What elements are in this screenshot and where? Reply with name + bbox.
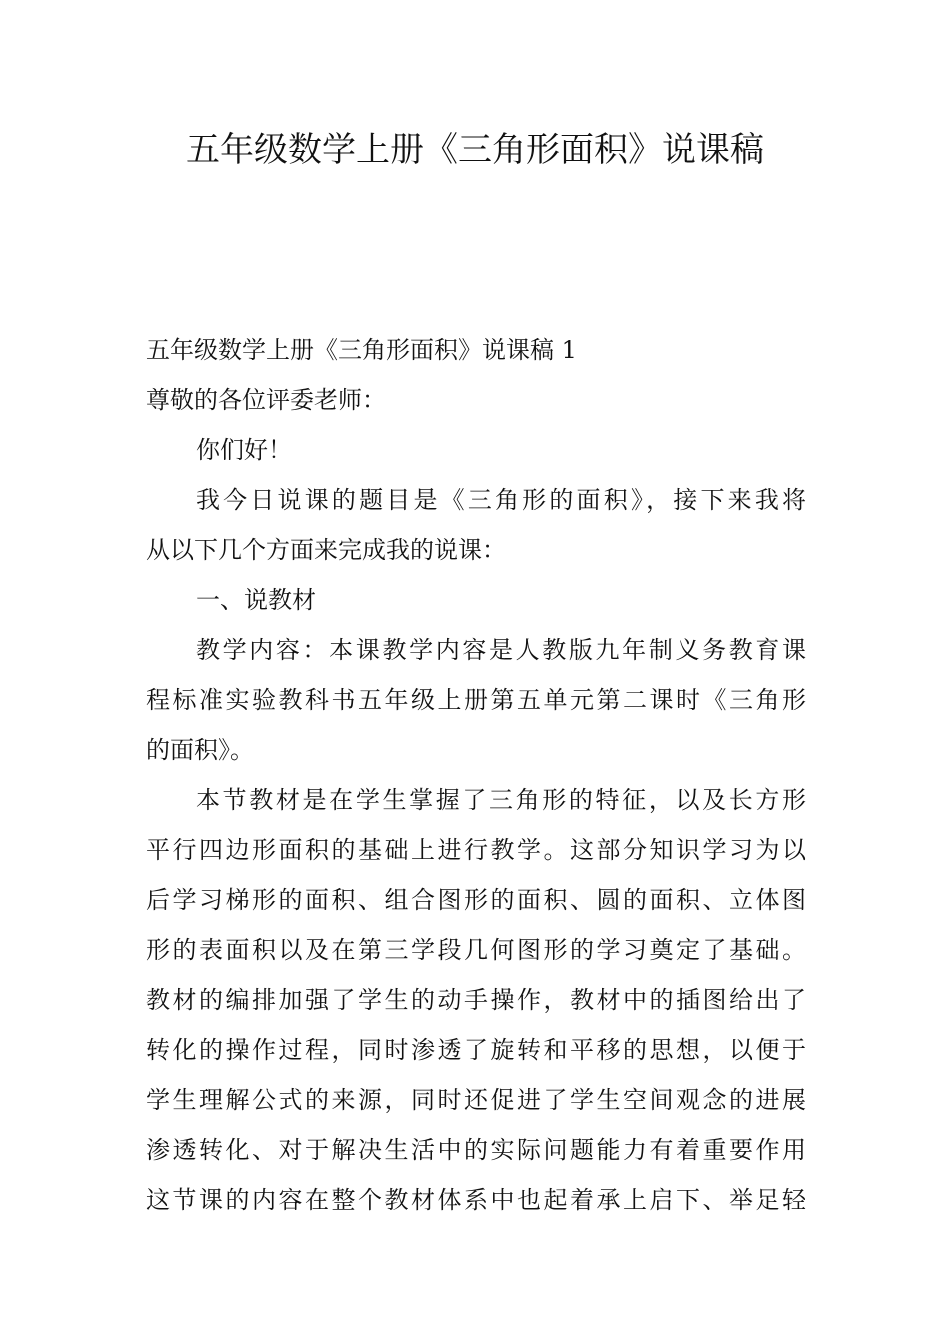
paragraph-line: 教学内容：本课教学内容是人教版九年制义务教育课 — [196, 636, 806, 664]
paragraph-line: 学生理解公式的来源，同时还促进了学生空间观念的进展 — [146, 1086, 806, 1114]
greeting: 你们好！ — [196, 436, 292, 464]
paragraph-line: 的面积》。 — [146, 736, 254, 764]
paragraph-line: 转化的操作过程，同时渗透了旋转和平移的思想，以便于 — [146, 1036, 806, 1064]
paragraph-line: 后学习梯形的面积、组合图形的面积、圆的面积、立体图 — [146, 886, 806, 914]
paragraph-line: 这节课的内容在整个教材体系中也起着承上启下、举足轻 — [146, 1186, 806, 1214]
paragraph-line: 形的表面积以及在第三学段几何图形的学习奠定了基础。 — [146, 936, 806, 964]
salutation: 尊敬的各位评委老师： — [146, 386, 386, 414]
paragraph-line: 本节教材是在学生掌握了三角形的特征，以及长方形 — [196, 786, 806, 814]
paragraph-line: 从以下几个方面来完成我的说课： — [146, 536, 506, 564]
subsection-heading: 一、说教材 — [196, 586, 316, 614]
paragraph-line: 程标准实验教科书五年级上册第五单元第二课时《三角形 — [146, 686, 806, 714]
section-heading: 五年级数学上册《三角形面积》说课稿 1 — [146, 336, 577, 364]
document-title: 五年级数学上册《三角形面积》说课稿 — [186, 130, 764, 170]
paragraph-line: 我今日说课的题目是《三角形的面积》，接下来我将 — [196, 486, 806, 514]
paragraph-line: 教材的编排加强了学生的动手操作，教材中的插图给出了 — [146, 986, 806, 1014]
paragraph-line: 平行四边形面积的基础上进行教学。这部分知识学习为以 — [146, 836, 806, 864]
paragraph-line: 渗透转化、对于解决生活中的实际问题能力有着重要作用 — [146, 1136, 806, 1164]
